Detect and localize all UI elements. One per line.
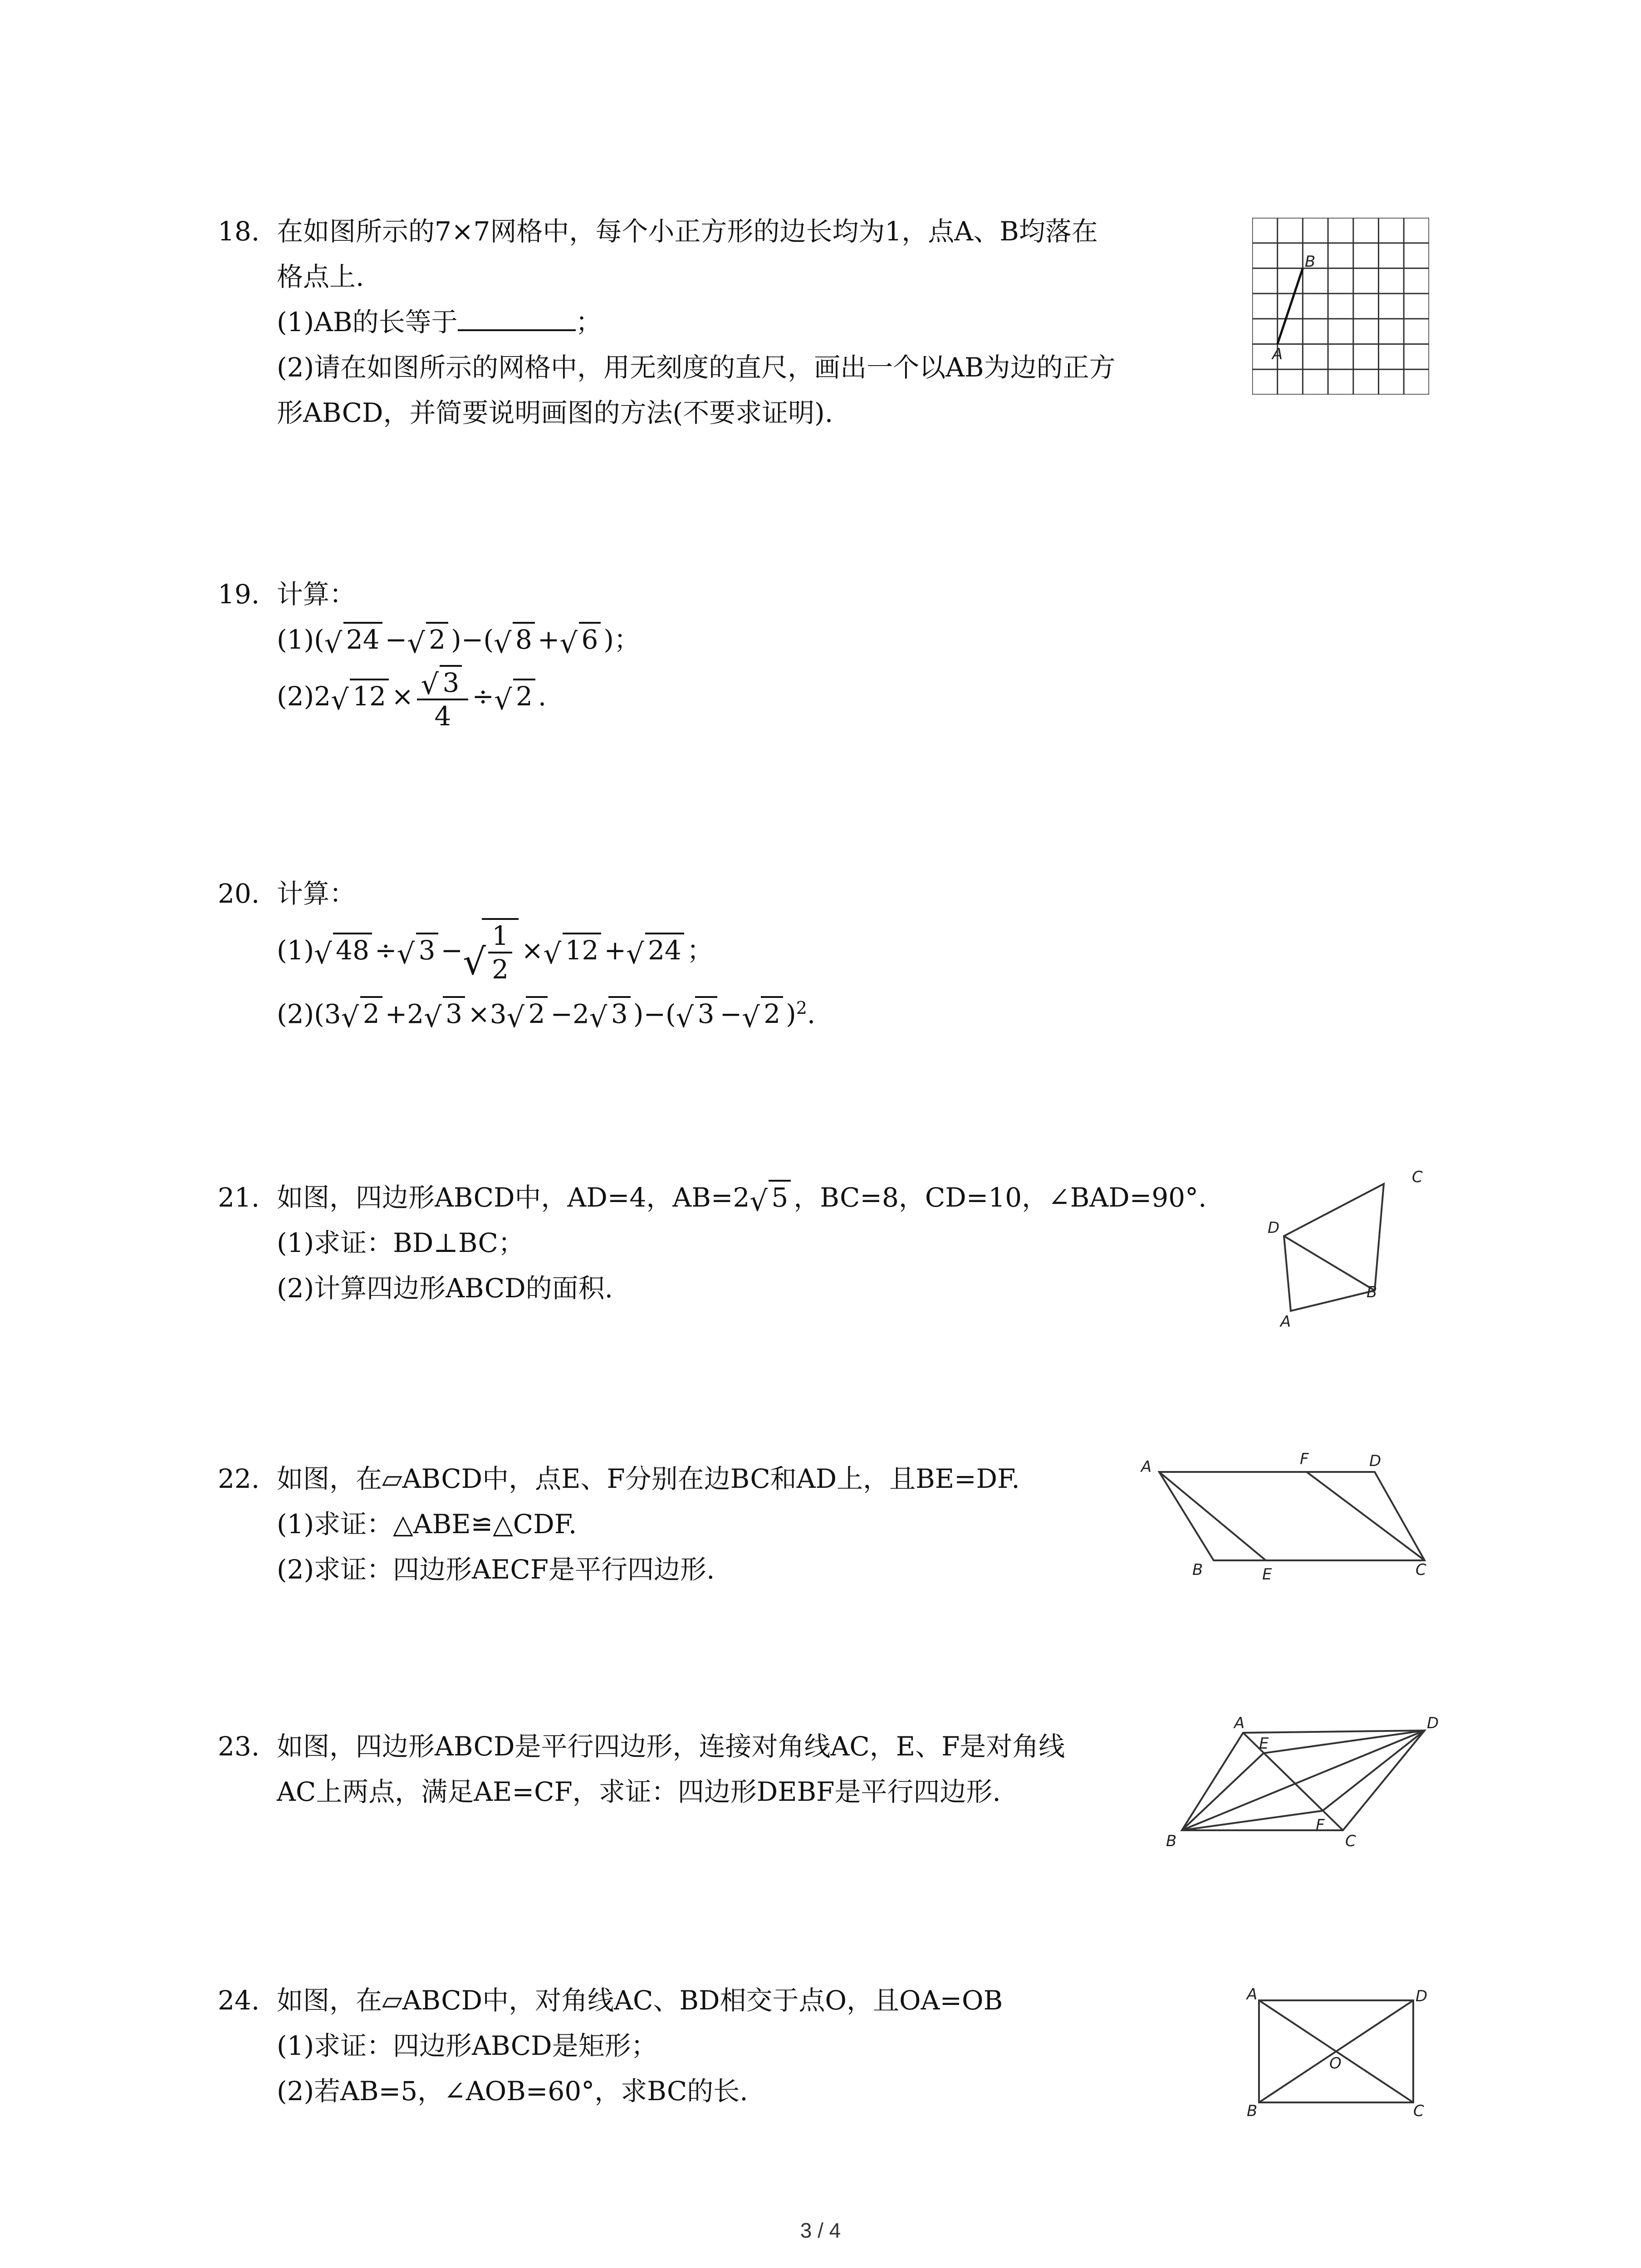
part-2: (2)计算四边形ABCD的面积. bbox=[277, 1273, 613, 1304]
label-c: C bbox=[1345, 1832, 1356, 1850]
question-21: 21. 如图，四边形ABCD中，AD=4，AB=2 √ 5 ，BC=8，CD=10，∠BAD=90°. (1)求证：BD⊥BC； (2)计算四边形ABCD的面积. bbox=[218, 1175, 1207, 1311]
part-2: (2)请在如图所示的网格中，用无刻度的直尺，画出一个以AB为边的正方 bbox=[277, 352, 1116, 383]
question-number: 22. bbox=[218, 1463, 260, 1494]
question-20: 20. 计算： (1) √ 48 ÷ √ 3 − √ $\frac{1}{2}$ × √ 12 + √ 24 ； (2)(3 √ 2 +2 √ 3 ×3 √ 2 −2 √ 3 )−( √ 3 − √ 2 )$^2$. bbox=[218, 871, 815, 1036]
question-text: 格点上. bbox=[277, 261, 364, 292]
label-b: B bbox=[1247, 2102, 1258, 2118]
label-a: A bbox=[1247, 1985, 1258, 2004]
grid-figure bbox=[1252, 218, 1429, 395]
label-e: E bbox=[1259, 1735, 1269, 1753]
label-f: F bbox=[1300, 1452, 1309, 1468]
part-2: (2)(3 √ 2 +2 √ 3 ×3 √ 2 −2 √ 3 )−( √ 3 − √ 2 )$^2$. bbox=[218, 985, 815, 1036]
question-19: 19. 计算： (1)( √ 24 − √ 2 )−( √ 8 + √ 6 )； (2)2 √ 12 × √ 3 4 ÷ √ 2 . bbox=[218, 572, 640, 732]
part-1: (1) √ 48 ÷ √ 3 − √ $\frac{1}{2}$ × √ 12 + √ 24 ； bbox=[218, 916, 815, 985]
parallelogram-figure-23 bbox=[1152, 1710, 1443, 1864]
question-number: 19. bbox=[218, 579, 260, 610]
part-1: (1)AB的长等于 ； bbox=[218, 299, 1116, 345]
question-number: 20. bbox=[218, 878, 260, 909]
part-1: (1)( √ 24 − √ 2 )−( √ 8 + √ 6 )； bbox=[218, 617, 640, 662]
label-c: C bbox=[1413, 2102, 1424, 2118]
question-24: 24. 如图，在▱ABCD中，对角线AC、BD相交于点O，且OA=OB (1)求证：四边形ABCD是矩形； (2)若AB=5，∠AOB=60°，求BC的长. bbox=[218, 1978, 1003, 2114]
label-b: B bbox=[1305, 253, 1316, 271]
question-number: 18. bbox=[218, 216, 260, 247]
parallelogram-figure-22 bbox=[1139, 1452, 1443, 1588]
label-e: E bbox=[1262, 1565, 1272, 1584]
label-d: D bbox=[1369, 1452, 1381, 1470]
label-o: O bbox=[1329, 2054, 1342, 2072]
label-a: A bbox=[1272, 345, 1283, 363]
quadrilateral-figure bbox=[1261, 1170, 1443, 1334]
page-number: 3 / 4 bbox=[800, 2219, 841, 2242]
label-a: A bbox=[1234, 1714, 1245, 1732]
part-2: (2)2 √ 12 × √ 3 4 ÷ √ 2 . bbox=[218, 662, 640, 732]
part-1: (1)求证：△ABE≌△CDF. bbox=[277, 1509, 577, 1540]
question-23: 23. 如图，四边形ABCD是平行四边形，连接对角线AC，E、F是对角线 AC上两点，满足AE=CF，求证：四边形DEBF是平行四边形. bbox=[218, 1724, 1065, 1814]
label-b: B bbox=[1192, 1561, 1203, 1579]
question-number: 24. bbox=[218, 1985, 260, 2016]
label-b: B bbox=[1367, 1283, 1377, 1301]
question-text: 在如图所示的7×7网格中，每个小正方形的边长均为1，点A、B均落在 bbox=[277, 216, 1098, 247]
label-c: C bbox=[1416, 1561, 1426, 1579]
answer-blank[interactable] bbox=[458, 302, 576, 331]
segment-ab bbox=[1278, 268, 1303, 344]
label-d: D bbox=[1268, 1219, 1280, 1237]
part-1: (1)求证：四边形ABCD是矩形； bbox=[277, 2030, 657, 2061]
label-a: A bbox=[1141, 1458, 1152, 1476]
label-f: F bbox=[1316, 1816, 1325, 1834]
part-2-cont: 形ABCD，并简要说明画图的方法(不要求证明). bbox=[277, 397, 833, 428]
question-18 bbox=[218, 209, 1116, 435]
label-d: D bbox=[1416, 1987, 1428, 2005]
label-a: A bbox=[1280, 1313, 1291, 1331]
label-c: C bbox=[1412, 1170, 1423, 1186]
label-b: B bbox=[1166, 1832, 1177, 1850]
part-2: (2)若AB=5，∠AOB=60°，求BC的长. bbox=[277, 2076, 748, 2107]
rectangle-figure bbox=[1234, 1982, 1443, 2118]
label-d: D bbox=[1427, 1714, 1439, 1732]
part-1: (1)求证：BD⊥BC； bbox=[277, 1227, 524, 1258]
question-text: AC上两点，满足AE=CF，求证：四边形DEBF是平行四边形. bbox=[277, 1776, 1001, 1807]
question-number: 21. bbox=[218, 1182, 260, 1213]
question-number: 23. bbox=[218, 1731, 260, 1762]
part-2: (2)求证：四边形AECF是平行四边形. bbox=[277, 1554, 715, 1585]
question-22: 22. 如图，在▱ABCD中，点E、F分别在边BC和AD上，且BE=DF. (1)求证：△ABE≌△CDF. (2)求证：四边形AECF是平行四边形. bbox=[218, 1456, 1020, 1592]
